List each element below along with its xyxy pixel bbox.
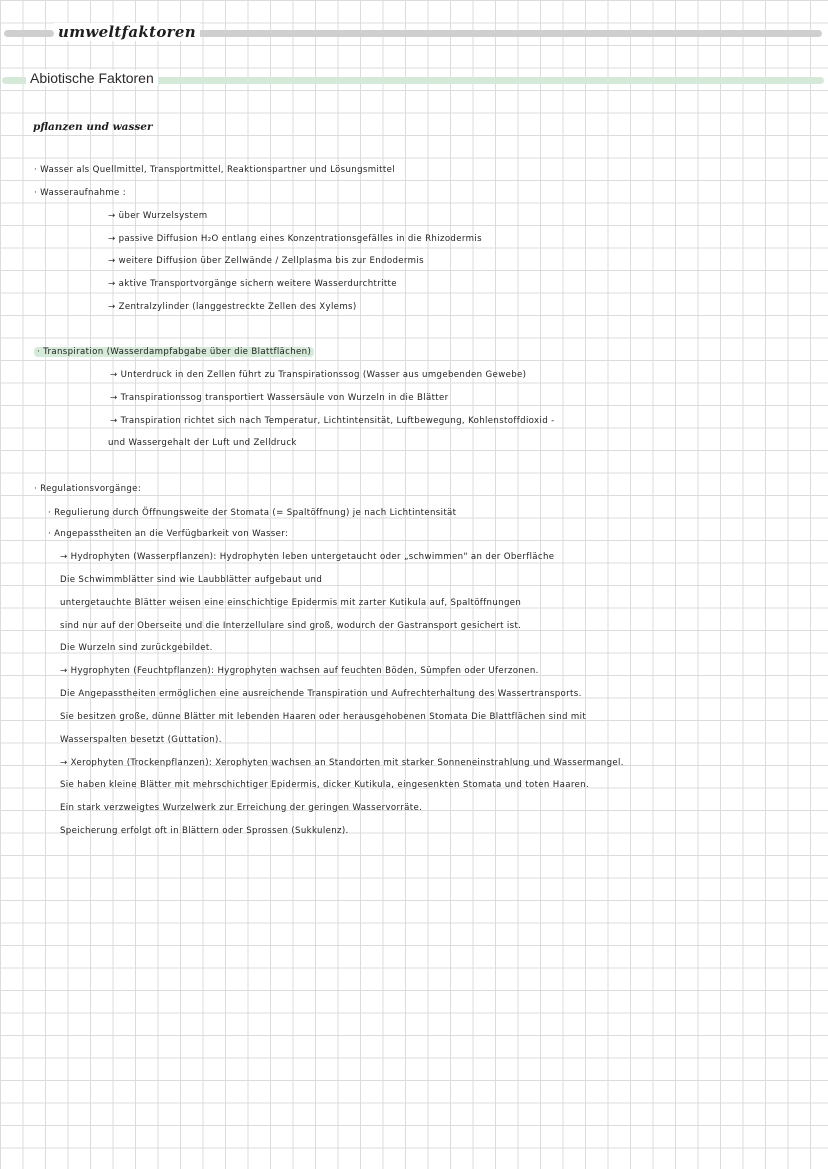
text-line: sind nur auf der Oberseite und die Interzellulare sind groß, wodurch der Gastransport gesichert ist. <box>60 621 522 631</box>
text-line: → Hydrophyten (Wasserpflanzen): Hydrophyten leben untergetaucht oder „schwimmen" an der Oberfläche <box>60 552 555 562</box>
text-line: Wasserspalten besetzt (Guttation). <box>60 735 222 745</box>
text-line: → Zentralzylinder (langgestreckte Zellen des Xylems) <box>108 302 357 312</box>
text-line: Ein stark verzweigtes Wurzelwerk zur Erreichung der geringen Wasservorräte. <box>60 803 423 813</box>
highlighted-text: · Transpiration (Wasserdampfabgabe über die Blattflächen) <box>34 347 314 357</box>
text-line: Die Wurzeln sind zurückgebildet. <box>60 643 213 653</box>
text-line: Die Schwimmblätter sind wie Laubblätter aufgebaut und <box>60 575 323 585</box>
text-line: → Transpirationssog transportiert Wassersäule von Wurzeln in die Blätter <box>110 393 449 403</box>
text-line: → weitere Diffusion über Zellwände / Zellplasma bis zur Endodermis <box>108 256 424 266</box>
text-line: Speicherung erfolgt oft in Blättern oder Sprossen (Sukkulenz). <box>60 826 349 836</box>
text-line: untergetauchte Blätter weisen eine einschichtige Epidermis mit zarter Kutikula auf, Spaltöffnungen <box>60 598 522 608</box>
text-line: · Angepasstheiten an die Verfügbarkeit von Wasser: <box>48 529 289 539</box>
subheading: pflanzen und wasser <box>33 121 153 133</box>
section-bar-left <box>2 77 28 84</box>
title-bar-left <box>4 30 54 37</box>
text-line: Sie haben kleine Blätter mit mehrschichtiger Epidermis, dicker Kutikula, eingesenkten Stomata und toten Haaren. <box>60 780 590 790</box>
title-bar-right <box>182 30 822 37</box>
section-bar-right <box>128 77 824 84</box>
text-line: → Xerophyten (Trockenpflanzen): Xerophyten wachsen an Standorten mit starker Sonneneinstrahlung und Wassermangel. <box>60 758 624 768</box>
text-line: Die Angepasstheiten ermöglichen eine ausreichende Transpiration und Aufrechterhaltung des Wassertransports. <box>60 689 582 699</box>
text-line: Sie besitzen große, dünne Blätter mit lebenden Haaren oder herausgehobenen Stomata Die Blattflächen sind mit <box>60 712 587 722</box>
text-line <box>34 347 314 357</box>
text-line: → über Wurzelsystem <box>108 211 208 221</box>
text-line: · Regulierung durch Öffnungsweite der Stomata (= Spaltöffnung) je nach Lichtintensität <box>48 508 457 518</box>
text-line: → Transpiration richtet sich nach Temperatur, Lichtintensität, Luftbewegung, Kohlenstoffdioxid - <box>110 416 555 426</box>
text-line: → Hygrophyten (Feuchtpflanzen): Hygrophyten wachsen auf feuchten Böden, Sümpfen oder Uferzonen. <box>60 666 539 676</box>
text-line: → aktive Transportvorgänge sichern weitere Wasserdurchtritte <box>108 279 397 289</box>
section-heading: Abiotische Faktoren <box>26 70 158 86</box>
text-line: · Wasser als Quellmittel, Transportmittel, Reaktionspartner und Lösungsmittel <box>34 165 395 175</box>
text-line: → passive Diffusion H₂O entlang eines Konzentrationsgefälles in die Rhizodermis <box>108 234 482 244</box>
text-line: · Wasseraufnahme : <box>34 188 126 198</box>
page-title: umweltfaktoren <box>54 23 200 41</box>
text-line: · Regulationsvorgänge: <box>34 484 142 494</box>
text-line: → Unterdruck in den Zellen führt zu Transpirationssog (Wasser aus umgebenden Gewebe) <box>110 370 527 380</box>
text-line: und Wassergehalt der Luft und Zelldruck <box>108 438 297 448</box>
